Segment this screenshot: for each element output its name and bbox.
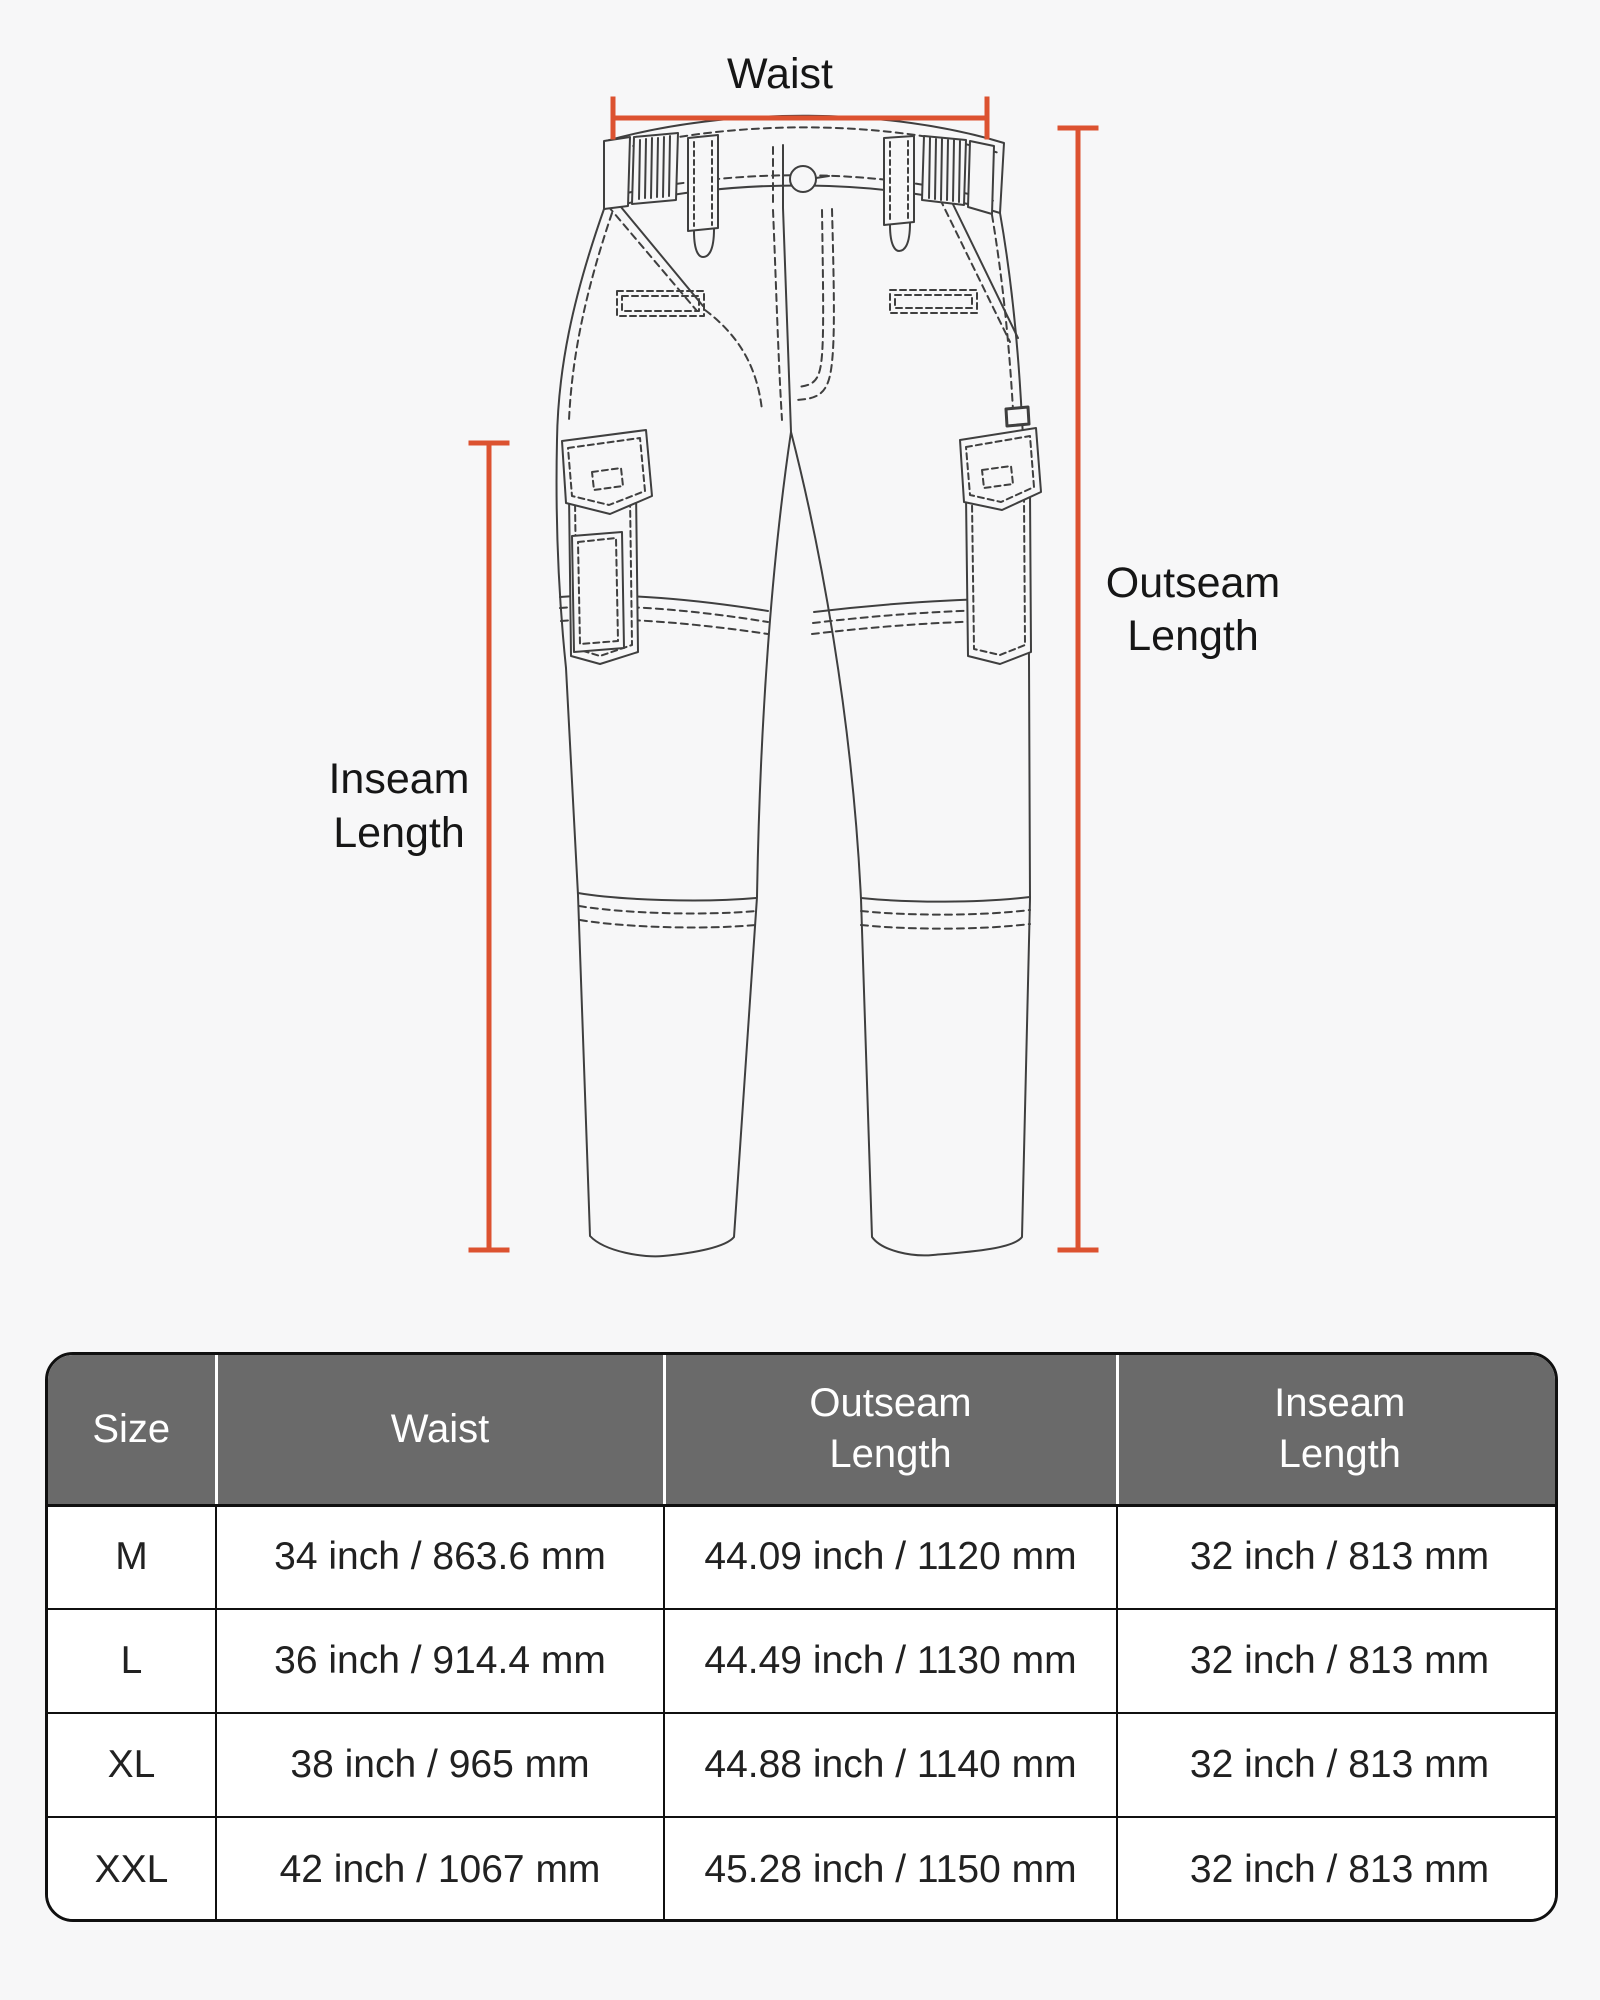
cell-waist: 42 inch / 1067 mm — [216, 1817, 664, 1921]
outseam-measure-line — [1060, 128, 1096, 1250]
cell-outseam: 44.88 inch / 1140 mm — [664, 1713, 1117, 1817]
cell-inseam: 32 inch / 813 mm — [1117, 1609, 1558, 1713]
cell-waist: 36 inch / 914.4 mm — [216, 1609, 664, 1713]
table-row — [48, 1505, 1558, 1609]
waist-button — [790, 166, 816, 192]
cell-size: M — [48, 1505, 216, 1609]
header-label-outseam: Outseam Length — [809, 1381, 972, 1477]
side-tab — [1006, 407, 1029, 426]
table-row — [48, 1713, 1558, 1817]
cell-waist: 34 inch / 863.6 mm — [216, 1505, 664, 1609]
cell-inseam: 32 inch / 813 mm — [1117, 1817, 1558, 1921]
table-row — [48, 1817, 1558, 1921]
cell-inseam: 32 inch / 813 mm — [1117, 1505, 1558, 1609]
cell-size: XL — [48, 1713, 216, 1817]
cell-size: L — [48, 1609, 216, 1713]
cell-size: XXL — [48, 1817, 216, 1921]
cell-outseam: 45.28 inch / 1150 mm — [664, 1817, 1117, 1921]
header-cell-waist — [216, 1355, 664, 1505]
waist-label: Waist — [727, 50, 833, 98]
cell-inseam: 32 inch / 813 mm — [1117, 1713, 1558, 1817]
cell-outseam: 44.09 inch / 1120 mm — [664, 1505, 1117, 1609]
pants-outline — [557, 209, 1030, 1256]
header-label-inseam: Inseam Length — [1274, 1381, 1406, 1477]
inseam-label-line1: Inseam — [328, 755, 470, 803]
header-label-waist: Waist — [390, 1406, 490, 1451]
table-row — [48, 1609, 1558, 1713]
inseam-label-line2: Length — [333, 809, 465, 857]
outseam-label-line1: Outseam — [1105, 559, 1281, 607]
right-cargo-pocket — [960, 428, 1041, 664]
cell-outseam: 44.49 inch / 1130 mm — [664, 1609, 1117, 1713]
pants-illustration — [557, 116, 1041, 1257]
header-label-size: Size — [92, 1406, 171, 1451]
header-cell-outseam — [664, 1355, 1117, 1505]
cell-waist: 38 inch / 965 mm — [216, 1713, 664, 1817]
header-cell-size — [48, 1355, 216, 1505]
header-cell-inseam — [1117, 1355, 1558, 1505]
inseam-measure-line — [471, 443, 507, 1250]
table-header-row — [48, 1355, 1558, 1505]
size-table — [45, 1352, 1558, 1922]
outseam-label-line2: Length — [1127, 612, 1259, 660]
